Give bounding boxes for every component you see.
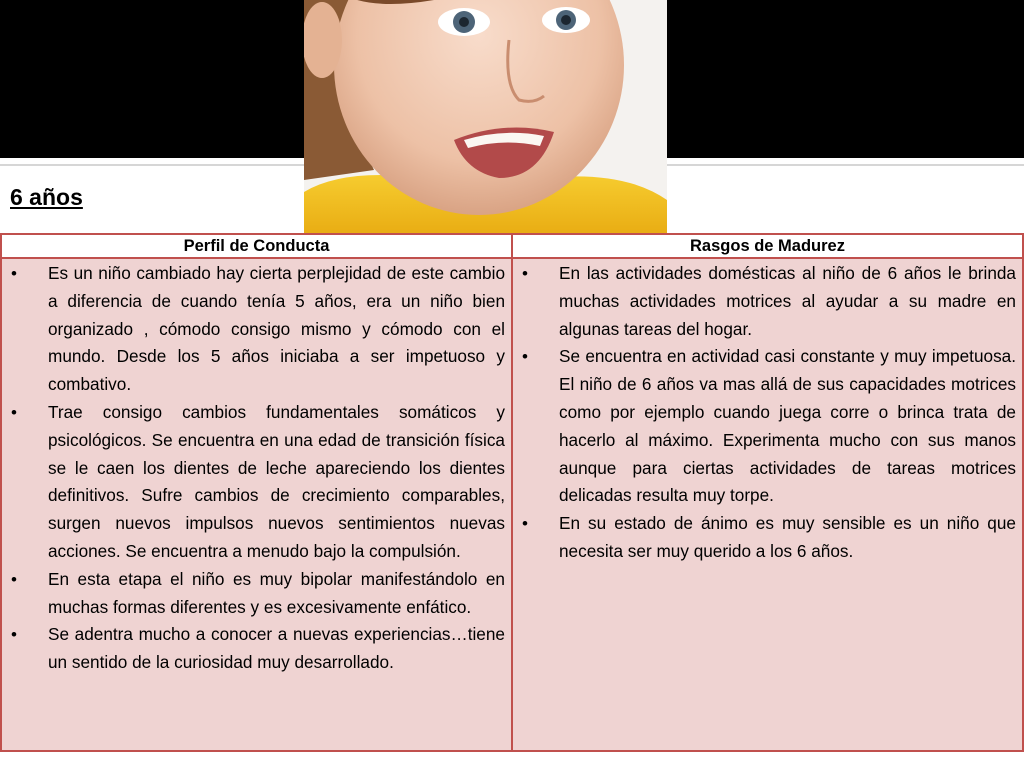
perfil-conducta-list bbox=[6, 260, 505, 677]
child-photo bbox=[304, 0, 667, 241]
list-item: • En esta etapa el niño es muy bipolar manifestándolo en muchas formas diferentes y es excesivamente enfático. bbox=[6, 566, 505, 622]
comparison-table bbox=[0, 233, 1024, 752]
perfil-conducta-cell bbox=[2, 259, 513, 750]
list-item: • Se adentra mucho a conocer a nuevas experiencias…tiene un sentido de la curiosidad muy desarrollado. bbox=[6, 621, 505, 677]
page-title: 6 años bbox=[10, 184, 83, 210]
list-item: • En las actividades domésticas al niño de 6 años le brinda muchas actividades motrices al ayudar a su madre en algunas tareas del hogar. bbox=[517, 260, 1016, 343]
header-rasgos-madurez: Rasgos de Madurez bbox=[513, 235, 1022, 259]
header-perfil-conducta: Perfil de Conducta bbox=[2, 235, 513, 259]
rasgos-madurez-list bbox=[517, 260, 1016, 566]
list-item: • Se encuentra en actividad casi constante y muy impetuosa. El niño de 6 años va mas allá de sus capacidades motrices como por ejemplo cuando juega corre o brinca trata de hacerlo al máximo. Experimenta mucho con sus manos aunque para ciertas actividades de tareas motrices delicadas resulta muy torpe. bbox=[517, 343, 1016, 510]
rasgos-madurez-cell bbox=[513, 259, 1022, 750]
list-item: • En su estado de ánimo es muy sensible es un niño que necesita ser muy querido a los 6 años. bbox=[517, 510, 1016, 566]
list-item: • Trae consigo cambios fundamentales somáticos y psicológicos. Se encuentra en una edad de transición física se le caen los dientes de leche apareciendo los dientes definitivos. Sufre cambios de crecimiento comparables, surgen nuevos impulsos nuevos sentimientos nuevas acciones. Se encuentra a menudo bajo la compulsión. bbox=[6, 399, 505, 566]
list-item: • Es un niño cambiado hay cierta perplejidad de este cambio a diferencia de cuando tenía 5 años, era un niño bien organizado , cómodo consigo mismo y cómodo con el mundo. Desde los 5 años iniciaba a ser impetuoso y combativo. bbox=[6, 260, 505, 399]
